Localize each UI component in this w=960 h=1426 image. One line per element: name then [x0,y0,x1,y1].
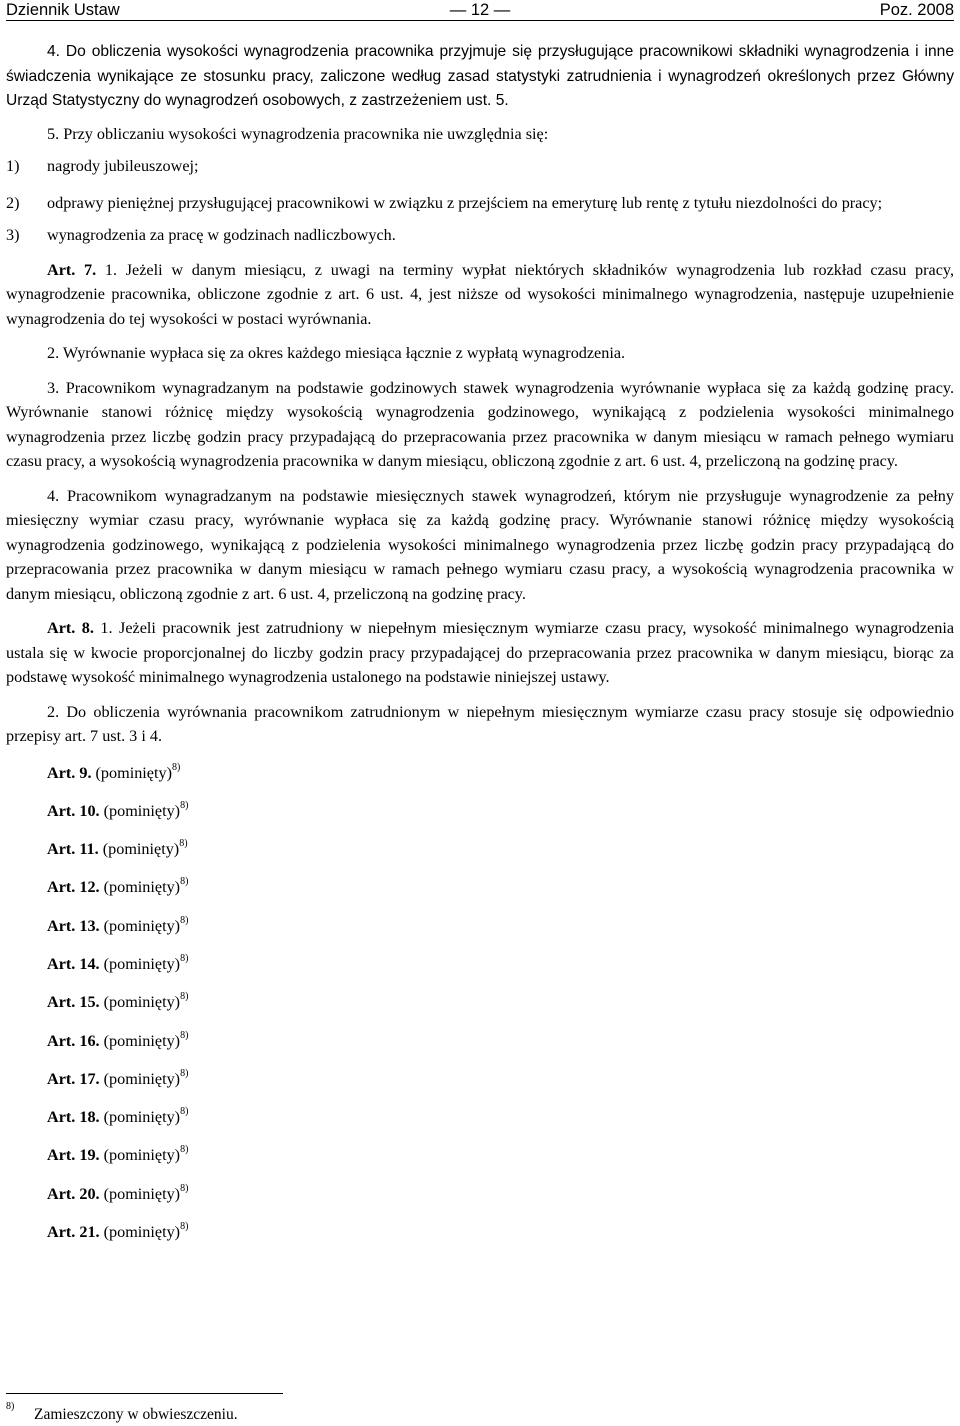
footnote-reference: 8) [180,876,189,888]
article-label: Art. 19. [47,1146,100,1165]
footnote-mark: 8) [6,1401,15,1412]
article-status: (pominięty) [102,840,180,859]
footnote-reference: 8) [180,1106,189,1118]
article-label: Art. 18. [47,1108,100,1127]
page-number: — 12 — [449,1,511,19]
article-status: (pominięty) [103,801,181,820]
omitted-article [6,761,954,799]
list-item [6,191,954,216]
footnote-divider [6,1393,283,1394]
article-label: Art. 11. [47,840,99,859]
list-item-number: 1) [6,157,20,175]
article-label: Art. 12. [47,878,100,897]
footnote-reference: 8) [180,1067,189,1079]
article-status: (pominięty) [103,1108,181,1127]
article-label: Art. 21. [47,1223,100,1242]
footnote-text: Zamieszczony w obwieszczeniu. [34,1406,238,1423]
list-item-text: wynagrodzenia za pracę w godzinach nadliczbowych. [47,226,396,244]
article-label: Art. 9. [47,763,92,782]
art7-paragraph-4: 4. Pracownikom wynagradzanym na podstawie miesięcznych stawek wynagrodzeń, którym nie przysługuje wynagrodzenie za pełny miesięczny wymiar czasu pracy, wyrównanie wypłaca się za każdą godzinę pracy. Wyrównanie stanowi różnicę między wysokością wynagrodzenia godzinowego, wynikającą z podzielenia wysokości minimalnego wynagrodzenia przez liczbę godzin pracy przypadającą do przepracowania przez pracownika w danym miesiącu w ramach pełnego wymiaru czasu pracy, a wysokością wynagrodzenia pracownika w danym miesiącu, obliczoną zgodnie z art. 6 ust. 4, przeliczoną na godzinę pracy. [6,486,954,603]
art7-paragraph-2: 2. Wyrównanie wypłaca się za okres każdego miesiąca łącznie z wypłatą wynagrodzenia. [47,344,626,362]
paragraph-text: 1. Jeżeli w danym miesiącu, z uwagi na terminy wypłat niektórych składników wynagrodzenia lub rozkład czasu pracy, wynagrodzenie pracownika, obliczone zgodnie z art. 6 ust. 4, jest niższe od wysokości minimalnego wynagrodzenia, następuje uzupełnienie wynagrodzenia do tej wysokości w postaci wyrównania. [6,260,954,328]
article-label: Art. 13. [47,916,100,935]
footnote-reference: 8) [180,952,189,964]
article-label: Art. 15. [47,993,100,1012]
footnote-reference: 8) [180,799,189,811]
omitted-article [6,875,954,913]
article-status: (pominięty) [103,1069,181,1088]
omitted-article [6,952,954,990]
omitted-article [6,1220,954,1258]
omitted-article [6,1029,954,1067]
article-label: Art. 20. [47,1184,100,1203]
footnote-reference: 8) [180,1029,189,1041]
journal-title: Dziennik Ustaw [6,1,120,19]
art6-paragraph-5: 5. Przy obliczaniu wysokości wynagrodzenia pracownika nie uwzględnia się: [47,124,549,143]
article-status: (pominięty) [103,1223,181,1242]
footnote-reference: 8) [171,761,181,773]
omitted-article [6,1067,954,1105]
footnote-reference: 8) [180,914,189,926]
omitted-article [6,990,954,1028]
article-status: (pominięty) [103,916,181,935]
footnote-reference: 8) [179,838,188,850]
omitted-article [6,1143,954,1181]
omitted-article [6,799,954,837]
omitted-article [6,1182,954,1220]
footnote-reference: 8) [180,1182,189,1194]
article-status: (pominięty) [103,1146,181,1165]
art8-paragraph-1 [6,616,954,690]
article-status: (pominięty) [95,763,172,782]
article-label: Art. 10. [47,801,100,820]
article-status: (pominięty) [103,878,181,897]
omitted-article [6,837,954,875]
article-status: (pominięty) [103,1031,181,1050]
article-label: Art. 17. [47,1069,100,1088]
article-status: (pominięty) [103,954,181,973]
omitted-article [6,1105,954,1143]
list-item-text: odprawy pieniężnej przysługującej pracownikowi w związku z przejściem na emeryturę lub rentę z tytułu niezdolności do pracy; [47,193,883,212]
paragraph-text: 1. Jeżeli pracownik jest zatrudniony w niepełnym miesięcznym wymiarze czasu pracy, wysokość minimalnego wynagrodzenia ustala się w kwocie proporcjonalnej do liczby godzin pracy przypadającej do przepracowania przez pracownika w danym miesiącu, biorąc za podstawę wysokość minimalnego wynagrodzenia ustalonego na podstawie niniejszej ustawy. [6,619,955,686]
list-item [6,223,954,248]
article-status: (pominięty) [103,993,181,1012]
list-item-number: 2) [6,193,20,212]
art7-paragraph-1 [6,258,954,332]
footnote-reference: 8) [180,1221,189,1233]
article-status: (pominięty) [103,1184,181,1203]
footnote-reference: 8) [180,991,189,1003]
article-label: Art. 14. [47,954,100,973]
position-number: Poz. 2008 [879,1,954,19]
art6-paragraph-4: 4. Do obliczenia wysokości wynagrodzenia pracownika przyjmuje się przysługujące pracownikowi składniki wynagrodzenia i inne świadczenia wynikające ze stosunku pracy, zaliczone według zasad statystyki zatrudnienia i wynagrodzeń określonych przez Główny Urząd Statystyczny do wynagrodzeń osobowych, z zastrzeżeniem ust. 5. [6,43,954,109]
art7-paragraph-3: 3. Pracownikom wynagradzanym na podstawie godzinowych stawek wynagrodzenia wyrównanie wypłaca się za każdą godzinę pracy. Wyrównanie stanowi różnicę między wysokością wynagrodzenia godzinowego, wynikającą z podzielenia wysokości minimalnego wynagrodzenia przez liczbę godzin pracy przypadającą do przepracowania przez pracownika w danym miesiącu w ramach pełnego wymiaru czasu pracy, a wysokością wynagrodzenia pracownika w danym miesiącu, obliczoną zgodnie z art. 6 ust. 4, przeliczoną na godzinę pracy. [6,378,954,470]
art8-paragraph-2: 2. Do obliczenia wyrównania pracownikom zatrudnionym w niepełnym miesięcznym wymiarze czasu pracy stosuje się odpowiednio przepisy art. 7 ust. 3 i 4. [6,702,954,745]
list-item-text: nagrody jubileuszowej; [47,157,199,175]
article-label: Art. 7. [47,260,97,279]
omitted-articles-list [6,761,954,1259]
omitted-article [6,914,954,952]
article-label: Art. 16. [47,1031,100,1050]
page-header [6,0,954,21]
list-item-number: 3) [6,226,20,244]
footnote-reference: 8) [180,1144,189,1156]
list-item [6,154,954,179]
document-body [6,40,954,1258]
article-label: Art. 8. [47,619,94,637]
